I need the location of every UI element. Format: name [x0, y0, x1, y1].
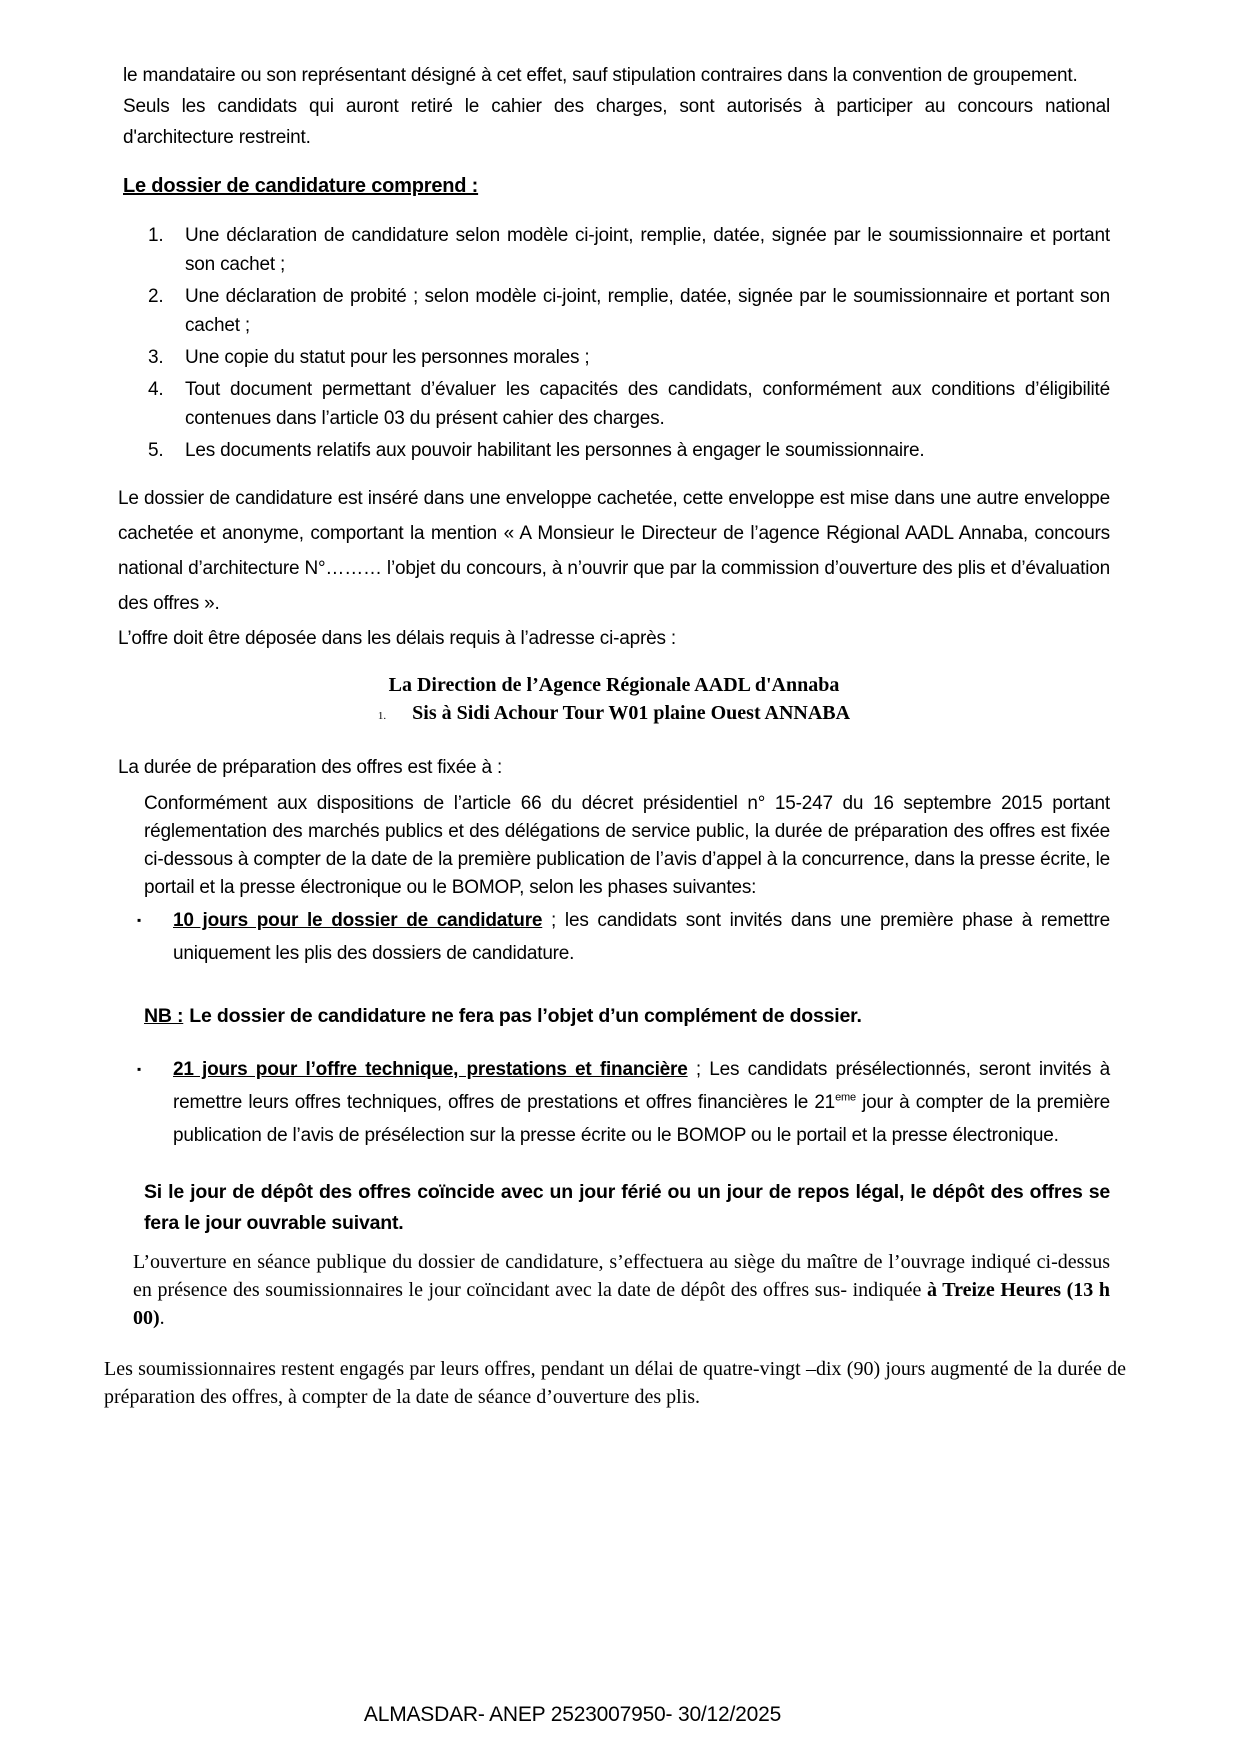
- bullet-rest-a: ; Les candidats présélectionnés, seront invités à remettre leurs offres techniques, offres de prestations et offres financières le 21: [173, 1059, 1110, 1113]
- opening-time-bold: à Treize Heures (13 h 00): [133, 1279, 1110, 1329]
- opening-paragraph: [133, 1248, 1110, 1332]
- bullet-item-10-days: [133, 904, 1110, 970]
- list-item: [148, 221, 1110, 279]
- list-item-text: Une déclaration de candidature selon modèle ci-joint, remplie, datée, signée par le soumissionnaire et portant son cachet ;: [185, 225, 1110, 275]
- list-item-number: 3.: [148, 347, 164, 368]
- bullet-lead-underlined: 10 jours pour le dossier de candidature: [173, 910, 543, 931]
- address-line-2: [118, 699, 1110, 730]
- list-item-text: Une copie du statut pour les personnes morales ;: [185, 347, 590, 368]
- list-item: [148, 436, 1110, 465]
- list-item: [148, 343, 1110, 372]
- address-marker: 1.: [377, 710, 387, 722]
- list-item: [148, 375, 1110, 433]
- bullet-text: [173, 1053, 1110, 1152]
- section-heading: Le dossier de candidature comprend :: [123, 175, 479, 197]
- candidature-list: [118, 221, 1110, 465]
- list-item-text: Une déclaration de probité ; selon modèle ci-joint, remplie, datée, signée par le soumissionnaire et portant son cachet ;: [185, 286, 1110, 336]
- bullet-lead-underlined: 21 jours pour l’offre technique, prestations et financière: [173, 1059, 688, 1080]
- bullet-rest-b: jour à compter de la première publication de l’avis de présélection sur la presse écrite ou le BOMOP ou le portail et la presse électronique.: [173, 1092, 1110, 1146]
- duration-line: La durée de préparation des offres est fixée à :: [118, 757, 503, 778]
- footer-line: ALMASDAR- ANEP 2523007950- 30/12/2025: [363, 1703, 782, 1726]
- list-item-number: 5.: [148, 440, 164, 461]
- opening-text-b: .: [159, 1307, 165, 1329]
- envelope-paragraph: Le dossier de candidature est inséré dans une enveloppe cachetée, cette enveloppe est mise dans une autre enveloppe cachetée et anonyme, comportant la mention « A Monsieur le Directeur de l’agence Régional AADL Annaba, concours national d’architecture N°……… l’objet du concours, à n’ouvrir que par la commission d’ouverture des plis et d’évaluation des offres ».: [118, 488, 1110, 614]
- nb-note: [144, 1002, 1110, 1030]
- list-item-text: Tout document permettant d’évaluer les capacités des candidats, conformément aux conditions d’éligibilité contenues dans l’article 03 du présent cahier des charges.: [185, 379, 1110, 429]
- list-item-number: 4.: [148, 379, 164, 400]
- address-line-2-text: Sis à Sidi Achour Tour W01 plaine Ouest ANNABA: [412, 702, 851, 724]
- list-item: [148, 282, 1110, 340]
- bullet-item-21-days: [133, 1053, 1110, 1152]
- nb-text: Le dossier de candidature ne fera pas l’objet d’un complément de dossier.: [189, 1005, 862, 1027]
- square-bullet-icon: ▪: [137, 913, 142, 927]
- holiday-bold-paragraph: Si le jour de dépôt des offres coïncide avec un jour férié ou un jour de repos légal, le dépôt des offres se fera le jour ouvrable suivant.: [144, 1181, 1110, 1234]
- list-item-number: 2.: [148, 286, 164, 307]
- engagement-paragraph: Les soumissionnaires restent engagés par leurs offres, pendant un délai de quatre-vingt –dix (90) jours augmenté de la durée de préparation des offres, à compter de la date de séance d’ouverture des plis.: [104, 1358, 1126, 1408]
- address-block: [118, 671, 1110, 730]
- intro-paragraph-2: Seuls les candidats qui auront retiré le cahier des charges, sont autorisés à participer au concours national d'architecture restreint.: [123, 96, 1110, 148]
- superscript-eme: eme: [835, 1091, 856, 1104]
- list-item-number: 1.: [148, 225, 164, 246]
- list-item-text: Les documents relatifs aux pouvoir habilitant les personnes à engager le soumissionnaire.: [185, 440, 925, 461]
- opening-text-a: L’ouverture en séance publique du dossier de candidature, s’effectuera au siège du maître de l’ouvrage indiqué ci-dessus en présence des soumissionnaires le jour coïncidant avec la date de dépôt des offres sus- indiquée: [133, 1251, 1110, 1301]
- bullet-text: [173, 904, 1110, 970]
- document-body: [104, 60, 1126, 1411]
- bullet-rest: ; les candidats sont invités dans une première phase à remettre uniquement les plis des dossiers de candidature.: [173, 910, 1111, 964]
- conformement-paragraph: Conformément aux dispositions de l’article 66 du décret présidentiel n° 15-247 du 16 septembre 2015 portant réglementation des marchés publics et des délégations de service public, la durée de préparation des offres est fixée ci-dessous à compter de la date de la première publication de l’avis d’appel à la concurrence, dans la presse écrite, le portail et la presse électronique ou le BOMOP, selon les phases suivantes:: [144, 793, 1110, 898]
- intro-paragraph-1: le mandataire ou son représentant désigné à cet effet, sauf stipulation contraires dans la convention de groupement.: [123, 65, 1078, 86]
- square-bullet-icon: ▪: [137, 1062, 142, 1076]
- nb-label: NB :: [144, 1005, 184, 1027]
- address-line-1: La Direction de l’Agence Régionale AADL d'Annaba: [388, 674, 840, 696]
- offer-deadline-line: L’offre doit être déposée dans les délais requis à l’adresse ci-après :: [118, 628, 676, 649]
